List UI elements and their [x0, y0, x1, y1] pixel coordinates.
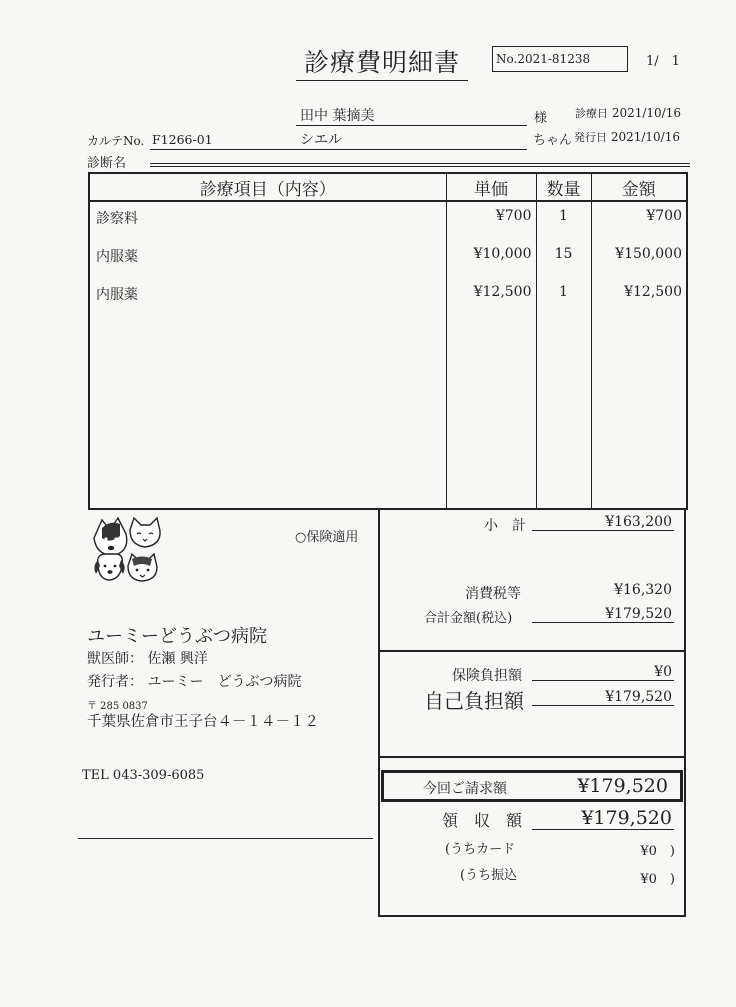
- table-empty-space: [89, 316, 687, 509]
- table-row: [89, 201, 687, 240]
- total-label: 合計金額(税込): [424, 611, 513, 626]
- chart-number-label: カルテNo.: [87, 134, 145, 148]
- clinic-phone: TEL 043-309-6085: [82, 768, 205, 783]
- collie-dog-head-icon: [94, 518, 127, 556]
- empty-cell: [536, 316, 591, 509]
- insurance-applied-note: ○保険適用: [295, 530, 359, 545]
- header-item: 診療項目（内容）: [89, 173, 446, 201]
- billed-label: 今回ご請求額: [423, 781, 507, 797]
- self-pay-value: ¥179,520: [532, 689, 674, 706]
- empty-cell: [591, 316, 687, 509]
- document-number: No.2021-81238: [492, 46, 628, 72]
- table-row: [89, 278, 687, 316]
- received-value: ¥179,520: [532, 807, 674, 830]
- subtotal-value: ¥163,200: [532, 514, 674, 531]
- unit-price: ¥700: [446, 201, 536, 240]
- diagnosis-line: [150, 163, 690, 167]
- items-table: [88, 172, 688, 510]
- issue-date: [574, 129, 680, 145]
- transfer-label: (うち振込: [460, 868, 518, 883]
- quantity: 15: [536, 240, 591, 278]
- clinic-logo-illustration: [90, 514, 168, 584]
- quantity: 1: [536, 201, 591, 240]
- quantity: 1: [536, 278, 591, 316]
- table-header-row: [89, 173, 687, 201]
- veterinarian-label: 獣医師：: [87, 651, 143, 667]
- issue-date-label: 発行日: [574, 131, 607, 144]
- amount: ¥150,000: [591, 240, 687, 278]
- item-name: 内服薬: [96, 287, 138, 303]
- puppy-head-icon: [94, 554, 124, 580]
- self-pay-label: 自己負担額: [424, 689, 524, 713]
- owner-suffix: 様: [534, 111, 548, 126]
- tax-label: 消費税等: [465, 586, 521, 602]
- clinic-name: ユーミーどうぶつ病院: [87, 626, 267, 647]
- amount: ¥700: [591, 201, 687, 240]
- issuer-label: 発行者：: [87, 674, 143, 690]
- veterinarian-name: 佐瀬 興洋: [147, 651, 208, 667]
- visit-date-label: 診療日: [575, 107, 608, 120]
- subtotal-label: 小 計: [484, 518, 526, 534]
- unit-price: ¥12,500: [446, 278, 536, 316]
- issuer: [87, 671, 301, 691]
- item-name: 診察料: [96, 211, 138, 227]
- veterinarian: [87, 648, 208, 668]
- insurance-value: ¥0: [532, 664, 674, 681]
- cat-head-icon: [130, 518, 160, 547]
- empty-cell: [89, 316, 446, 509]
- chart-number: F1266-01: [150, 131, 297, 150]
- received-label: 領 収 額: [442, 811, 523, 830]
- diagnosis-label: 診断名: [87, 156, 127, 171]
- card-label: (うちカード: [445, 842, 516, 857]
- billed-amount-box: [381, 770, 683, 802]
- empty-cell: [446, 316, 536, 509]
- postal-code: 〒 285 0837: [87, 701, 148, 712]
- clinic-address: 千葉県佐倉市王子台４－１４－１２: [87, 714, 319, 730]
- visit-date-value: 2021/10/16: [611, 106, 681, 120]
- header-quantity: 数量: [536, 173, 591, 201]
- transfer-value: ¥0 ): [640, 872, 675, 887]
- billed-value: ¥179,520: [577, 775, 668, 797]
- card-value: ¥0 ): [640, 844, 675, 859]
- pet-name: シエル: [296, 131, 527, 150]
- signature-line: [78, 838, 373, 839]
- tax-value: ¥16,320: [614, 582, 672, 598]
- document-title: 診療費明細書: [296, 46, 468, 81]
- totals-panel: [378, 510, 686, 917]
- section-divider: [380, 650, 684, 652]
- header-unit-price: 単価: [446, 173, 536, 201]
- owner-name: 田中 葉摘美: [296, 107, 527, 126]
- item-name: 内服薬: [96, 249, 138, 265]
- issuer-name: ユーミー どうぶつ病院: [147, 674, 302, 690]
- pet-suffix: ちゃん: [533, 133, 573, 148]
- total-value: ¥179,520: [532, 606, 674, 623]
- kitten-head-icon: [128, 554, 157, 581]
- issue-date-value: 2021/10/16: [610, 130, 680, 144]
- section-divider: [380, 756, 684, 758]
- visit-date: [575, 105, 681, 121]
- amount: ¥12,500: [591, 278, 687, 316]
- table-row: [89, 240, 687, 278]
- insurance-label: 保険負担額: [452, 668, 522, 684]
- header-amount: 金額: [591, 173, 687, 201]
- unit-price: ¥10,000: [446, 240, 536, 278]
- page-number: 1/ 1: [646, 54, 680, 69]
